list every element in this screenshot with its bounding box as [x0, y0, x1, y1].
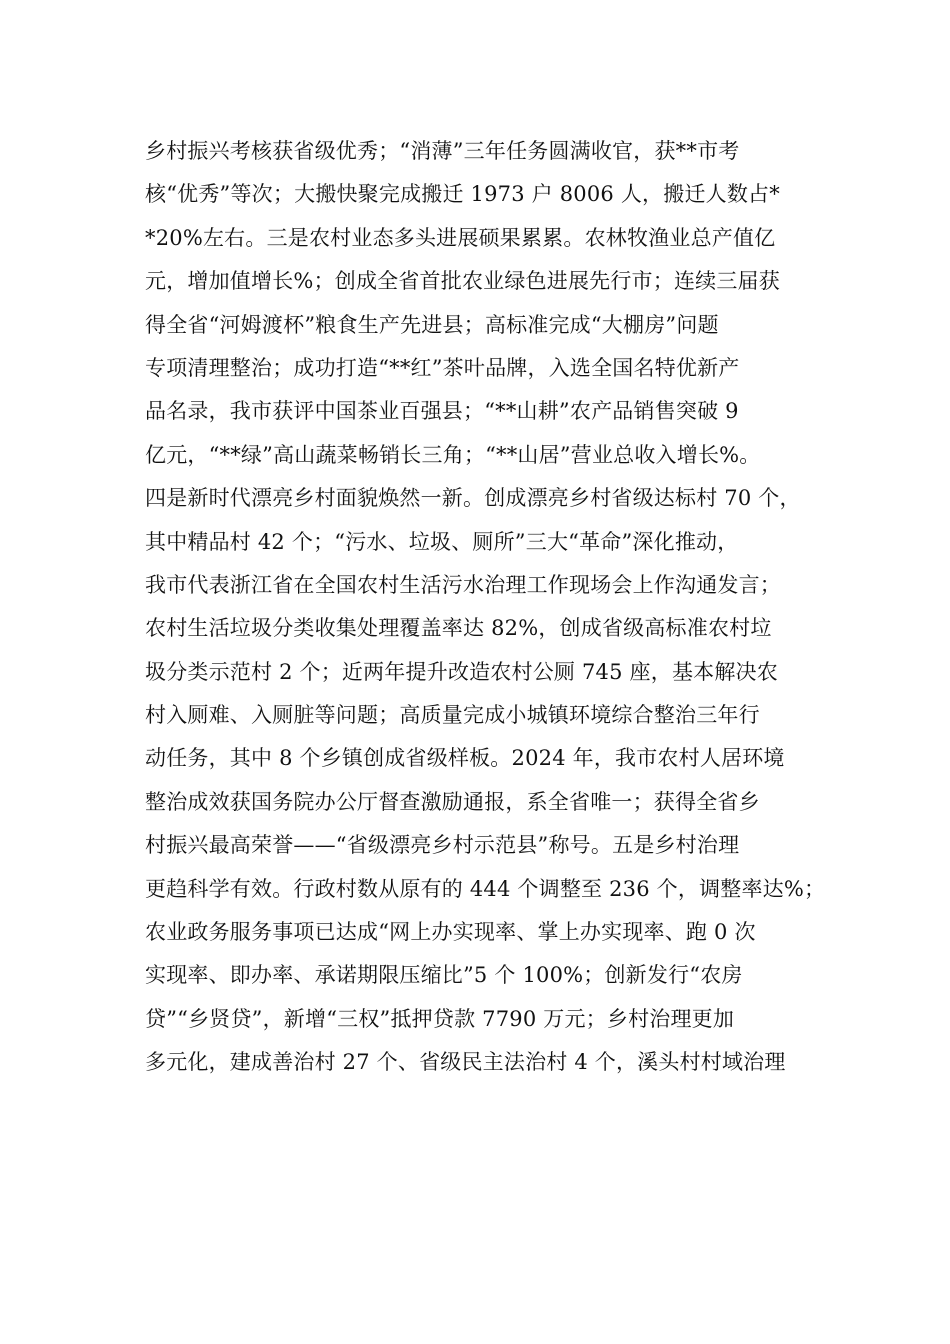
- text-line-18: 更趋科学有效。行政村数从原有的 444 个调整至 236 个，调整率达%；: [145, 876, 826, 901]
- text-line-4: 元，增加值增长%；创成全省首批农业绿色进展先行市；连续三届获: [145, 269, 780, 294]
- text-line-11: 我市代表浙江省在全国农村生活污水治理工作现场会上作沟通发言；: [145, 572, 781, 597]
- text-line-12: 农村生活垃圾分类收集处理覆盖率达 82%，创成省级高标准农村垃: [145, 616, 772, 641]
- text-line-8: 亿元，“**绿”高山蔬菜畅销长三角；“**山居”营业总收入增长%。: [145, 442, 761, 467]
- text-line-16: 整治成效获国务院办公厅督查激励通报，系全省唯一；获得全省乡: [145, 789, 760, 814]
- text-line-19: 农业政务服务事项已达成“网上办实现率、掌上办实现率、跑 0 次: [145, 920, 756, 945]
- text-line-9: 四是新时代漂亮乡村面貌焕然一新。创成漂亮乡村省级达标村 70 个，: [145, 486, 801, 511]
- text-line-14: 村入厕难、入厕脏等问题；高质量完成小城镇环境综合整治三年行: [145, 703, 760, 728]
- text-line-17: 村振兴最高荣誉——“省级漂亮乡村示范县”称号。五是乡村治理: [145, 833, 740, 858]
- text-line-5: 得全省“河姆渡杯”粮食生产先进县；高标准完成“大棚房”问题: [145, 312, 719, 337]
- text-line-22: 多元化，建成善治村 27 个、省级民主法治村 4 个，溪头村村域治理: [145, 1050, 786, 1075]
- text-line-20: 实现率、即办率、承诺期限压缩比”5 个 100%；创新发行“农房: [145, 963, 743, 988]
- text-line-2: 核“优秀”等次；大搬快聚完成搬迁 1973 户 8006 人，搬迁人数占*: [145, 182, 780, 207]
- text-line-15: 动任务，其中 8 个乡镇创成省级样板。2024 年，我市农村人居环境: [145, 746, 785, 771]
- text-line-10: 其中精品村 42 个；“污水、垃圾、厕所”三大“革命”深化推动，: [145, 529, 739, 554]
- text-line-3: *20%左右。三是农村业态多头进展硕果累累。农林牧渔业总产值亿: [145, 225, 776, 250]
- text-line-21: 贷”“乡贤贷”，新增“三权”抵押贷款 7790 万元；乡村治理更加: [145, 1006, 735, 1031]
- text-line-13: 圾分类示范村 2 个；近两年提升改造农村公厕 745 座，基本解决农: [145, 659, 778, 684]
- text-line-7: 品名录，我市获评中国茶业百强县；“**山耕”农产品销售突破 9: [145, 399, 739, 424]
- text-line-1: 乡村振兴考核获省级优秀；“消薄”三年任务圆满收官，获**市考: [145, 139, 740, 163]
- text-line-6: 专项清理整治；成功打造“**红”茶叶品牌，入选全国名特优新产: [145, 355, 740, 380]
- body-text: [145, 130, 825, 1085]
